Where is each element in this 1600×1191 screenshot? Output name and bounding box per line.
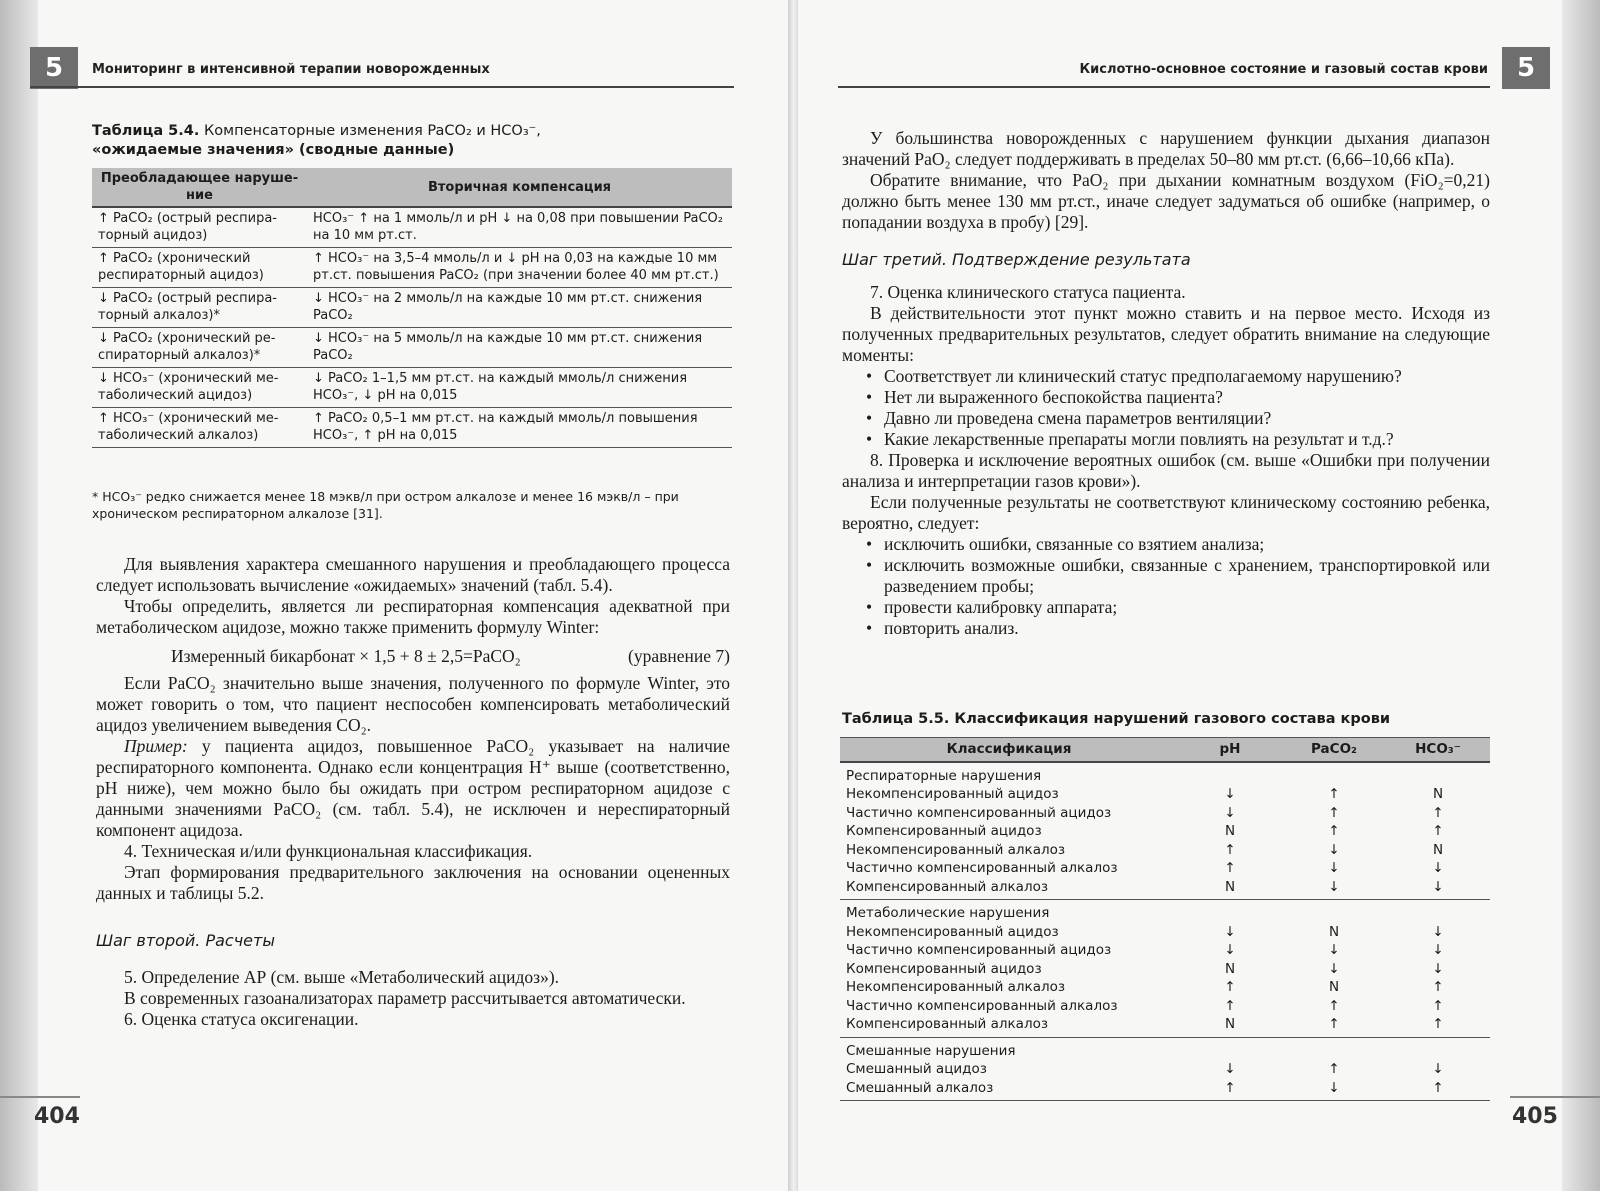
paragraph: Чтобы определить, является ли респираторная компенсация адекватной при метаболическом ацидозе, можно также применить формулу Winter:	[96, 596, 730, 637]
table-cell: ↑	[1178, 1079, 1282, 1101]
table-cell: N	[1178, 878, 1282, 900]
table-cell: ↓	[1224, 1061, 1236, 1077]
table-row	[840, 822, 1490, 841]
footer-rule	[1510, 1096, 1600, 1098]
table-cell: ↓	[1224, 786, 1236, 802]
paragraph: 8. Проверка и исключение вероятных ошибок (см. выше «Ошибки при получении анализа и интерпретации газов крови»).	[842, 450, 1490, 491]
page-number: 405	[1512, 1104, 1558, 1129]
page-number: 404	[34, 1104, 80, 1129]
table-cell: ↑	[1224, 841, 1236, 858]
table-cell: Частично компенсированный алкалоз	[846, 860, 1118, 876]
table-cell: ↑ HCO₃⁻ (хронический ме-таболический алкалоз)	[92, 408, 307, 448]
table-group-row	[840, 1037, 1490, 1060]
body-text	[842, 128, 1490, 639]
table-cell: ↓ HCO₃⁻ на 5 ммоль/л на каждые 10 мм рт.ст. снижения PaCO₂	[307, 328, 732, 368]
table-row	[840, 841, 1490, 860]
table-cell: ↑	[1328, 804, 1340, 821]
running-head: Мониторинг в интенсивной терапии новорожденных	[92, 62, 490, 77]
table-row	[840, 960, 1490, 979]
table-cell: N	[1432, 841, 1444, 858]
table-cell: Некомпенсированный ацидоз	[846, 786, 1059, 802]
table-cell: ↓	[1432, 923, 1444, 940]
table-row	[840, 997, 1490, 1016]
table-cell: ↑	[1386, 1015, 1490, 1037]
paragraph: В современных газоанализаторах параметр рассчитывается автоматически.	[124, 988, 686, 1008]
group-title: Смешанные нарушения	[846, 1042, 1016, 1059]
table-cell: ↓ PaCO₂ 1–1,5 мм рт.ст. на каждый ммоль/л снижения HCO₃⁻, ↓ pH на 0,015	[307, 368, 732, 408]
table-cell: ↓	[1432, 960, 1444, 977]
table-cell: ↑	[1328, 1061, 1340, 1077]
table-header-cell: Классификация	[840, 738, 1178, 762]
table-group-row	[840, 762, 1490, 786]
table-cell: ↓	[1224, 804, 1236, 821]
table-cell: ↑	[1224, 860, 1236, 876]
table-cell: ↑	[1224, 979, 1236, 995]
list-item: • Какие лекарственные препараты могли повлиять на результат и т.д.?	[866, 429, 1394, 449]
table-cell: ↓	[1328, 960, 1340, 977]
group-title: Метаболические нарушения	[846, 905, 1050, 921]
table-cell: Некомпенсированный алкалоз	[846, 979, 1066, 995]
table-cell: ↓	[1224, 942, 1236, 958]
paragraph: 7. Оценка клинического статуса пациента.	[870, 282, 1186, 302]
list-item: • провести калибровку аппарата;	[866, 597, 1118, 617]
table-cell: N	[1328, 979, 1340, 995]
paragraph: Если полученные результаты не соответствуют клиническому состоянию ребенка, вероятно, следует:	[842, 492, 1490, 533]
header-rule	[30, 86, 734, 88]
group-title: Респираторные нарушения	[846, 767, 1042, 784]
list-item: • Соответствует ли клинический статус предполагаемому нарушению?	[866, 366, 1402, 386]
list-item: • Давно ли проведена смена параметров вентиляции?	[866, 408, 1272, 428]
table-header-cell: Преобладающее наруше-ние	[92, 168, 307, 207]
table-cell: ↓	[1282, 1079, 1386, 1101]
equation	[96, 646, 730, 667]
table-row	[840, 941, 1490, 960]
table-footnote: * HCO₃⁻ редко снижается менее 18 мэкв/л при остром алкалозе и менее 16 мэкв/л – при хроническом респираторном алкалозе [31].	[92, 489, 679, 521]
table-row	[840, 1060, 1490, 1079]
table-cell: ↓	[1224, 923, 1236, 940]
paragraph: Для выявления характера смешанного нарушения и преобладающего процесса следует использовать вычисление «ожидаемых» значений (табл. 5.4).	[96, 554, 730, 595]
table-cell: ↑	[1328, 997, 1340, 1014]
table-cell: HCO₃⁻ ↑ на 1 ммоль/л и pH ↓ на 0,08 при повышении PaCO₂ на 10 мм рт.ст.	[307, 207, 732, 248]
header-rule	[838, 86, 1490, 88]
table-cell: N	[1432, 786, 1444, 802]
step-heading: Шаг второй. Расчеты	[96, 931, 275, 950]
paragraph: Пример: у пациента ацидоз, повышенное PaCO₂ указывает на наличие респираторного компонента. Однако если концентрация H⁺ выше (соответственно, pH ниже), чем можно было бы ожидать при остром респираторном ацидозе с данными значениями PaCO₂ (см. табл. 5.4), не исключен и нереспираторный компонент ацидоза.	[96, 736, 730, 840]
table-row	[92, 207, 732, 248]
table-cell: Компенсированный алкалоз	[840, 1015, 1178, 1037]
table-header-cell: PaCO₂	[1282, 738, 1386, 762]
table-cell: Частично компенсированный алкалоз	[846, 997, 1118, 1014]
table-header-cell: HCO₃⁻	[1386, 738, 1490, 762]
table-row	[840, 859, 1490, 878]
table-row	[840, 1079, 1490, 1101]
table-cell: ↑ HCO₃⁻ на 3,5–4 ммоль/л и ↓ pH на 0,03 на каждые 10 мм рт.ст. повышения PaCO₂ (при значении более 40 мм рт.ст.)	[307, 248, 732, 288]
table-cell: ↑ PaCO₂ 0,5–1 мм рт.ст. на каждый ммоль/л повышения HCO₃⁻, ↑ pH на 0,015	[307, 408, 732, 448]
table-cell: Смешанный алкалоз	[840, 1079, 1178, 1101]
table-cell: ↓	[1328, 860, 1340, 876]
table-row	[92, 248, 732, 288]
table-header-cell: Вторичная компенсация	[307, 168, 732, 207]
list-item: • Нет ли выраженного беспокойства пациента?	[866, 387, 1223, 407]
paragraph: 4. Техническая и/или функциональная классификация.	[124, 841, 533, 861]
classification-table	[840, 737, 1490, 1101]
table-cell: Некомпенсированный ацидоз	[846, 923, 1059, 940]
paragraph: Обратите внимание, что PaO₂ при дыхании комнатным воздухом (FiO₂=0,21) должно быть менее 130 мм рт.ст., иначе следует задуматься об ошибке (например, о попадании воздуха в пробу) [29].	[842, 170, 1490, 232]
table-cell: ↑	[1328, 823, 1340, 839]
table-row	[840, 878, 1490, 900]
body-text	[96, 554, 730, 1030]
table-row	[92, 368, 732, 408]
table-cell: ↓	[1282, 878, 1386, 900]
running-head: Кислотно-основное состояние и газовый состав крови	[1079, 62, 1488, 77]
table-row	[840, 785, 1490, 804]
table-cell: ↑	[1432, 823, 1444, 839]
table-cell: Компенсированный ацидоз	[846, 960, 1042, 977]
step-heading: Шаг третий. Подтверждение результата	[842, 250, 1191, 269]
list-item: • исключить ошибки, связанные со взятием анализа;	[866, 534, 1265, 554]
table-cell: Частично компенсированный ацидоз	[846, 804, 1112, 821]
paragraph: У большинства новорожденных с нарушением функции дыхания диапазон значений PaO₂ следует поддерживать в пределах 50–80 мм рт.ст. (6,66–10,66 кПа).	[842, 128, 1490, 169]
table-cell: ↓ PaCO₂ (хронический ре-спираторный алкалоз)*	[92, 328, 307, 368]
table-cell: ↓ HCO₃⁻ (хронический ме-таболический ацидоз)	[92, 368, 307, 408]
chapter-tab: 5	[1502, 47, 1550, 89]
table-cell: ↑	[1432, 979, 1444, 995]
table-cell: ↓	[1432, 942, 1444, 958]
table-cell: ↓	[1386, 878, 1490, 900]
table-cell: N	[1224, 960, 1236, 977]
paragraph: 6. Оценка статуса оксигенации.	[124, 1009, 359, 1029]
table-row	[840, 978, 1490, 997]
table-cell: Смешанный ацидоз	[846, 1061, 987, 1077]
table-cell: ↑	[1386, 1079, 1490, 1101]
paragraph: Этап формирования предварительного заключения на основании оцененных данных и таблицы 5.2.	[96, 862, 730, 903]
table-cell: ↓ HCO₃⁻ на 2 ммоль/л на каждые 10 мм рт.ст. снижения PaCO₂	[307, 288, 732, 328]
table-cell: N	[1224, 823, 1236, 839]
equation-label: (уравнение 7)	[628, 646, 730, 666]
list-item: • повторить анализ.	[866, 618, 1019, 638]
table-cell: ↓	[1328, 841, 1340, 858]
table-cell: ↓	[1432, 1061, 1444, 1077]
footer-rule	[0, 1096, 80, 1098]
paragraph: В действительности этот пункт можно ставить и на первое место. Исходя из полученных предварительных результатов, следует обратить внимание на следующие моменты:	[842, 303, 1490, 365]
table-row	[840, 1015, 1490, 1037]
table-cell: ↑ PaCO₂ (острый респира-торный ацидоз)	[92, 207, 307, 248]
table-cell: Частично компенсированный ацидоз	[846, 942, 1112, 958]
equation-text: Измеренный бикарбонат × 1,5 + 8 ± 2,5=PaCO₂	[171, 646, 521, 666]
table-cell: N	[1178, 1015, 1282, 1037]
table-cell: Компенсированный алкалоз	[840, 878, 1178, 900]
table-cell: ↑	[1432, 804, 1444, 821]
table-cell: ↑	[1432, 997, 1444, 1014]
table-row	[92, 328, 732, 368]
table-cell: Компенсированный ацидоз	[846, 823, 1042, 839]
table-row	[92, 408, 732, 448]
table-cell: Некомпенсированный алкалоз	[846, 841, 1066, 858]
table-group-row	[840, 900, 1490, 923]
compensation-table	[92, 168, 732, 448]
table-cell: ↓	[1328, 942, 1340, 958]
table-cell: ↑	[1282, 1015, 1386, 1037]
left-page	[0, 0, 790, 1191]
table-cell: N	[1328, 923, 1340, 940]
table-cell: ↑	[1328, 786, 1340, 802]
table-cell: ↓ PaCO₂ (острый респира-торный алкалоз)*	[92, 288, 307, 328]
paragraph: Если PaCO₂ значительно выше значения, полученного по формуле Winter, это может говорить о том, что пациент неспособен компенсировать метаболический ацидоз увеличением выведения CO₂.	[96, 673, 730, 735]
paragraph: 5. Определение АР (см. выше «Метаболический ацидоз»).	[124, 967, 560, 987]
table-row	[92, 288, 732, 328]
table-caption: Таблица 5.5. Классификация нарушений газового состава крови	[842, 711, 1391, 727]
table-row	[840, 923, 1490, 942]
table-row	[840, 804, 1490, 823]
table-header-cell: pH	[1178, 738, 1282, 762]
table-cell: ↑	[1224, 997, 1236, 1014]
page-edge-shadow	[1562, 0, 1600, 1191]
example-label: Пример:	[124, 736, 188, 756]
table-cell: ↓	[1432, 860, 1444, 876]
page-edge-shadow	[0, 0, 38, 1191]
chapter-tab: 5	[30, 47, 78, 89]
table-cell: ↑ PaCO₂ (хронический респираторный ацидоз)	[92, 248, 307, 288]
list-item: • исключить возможные ошибки, связанные с хранением, транспортировкой или разведением пробы;	[866, 555, 1490, 596]
table-caption: Таблица 5.4. Компенсаторные изменения PaCO₂ и HCO₃⁻, «ожидаемые значения» (сводные данные)	[92, 123, 541, 158]
